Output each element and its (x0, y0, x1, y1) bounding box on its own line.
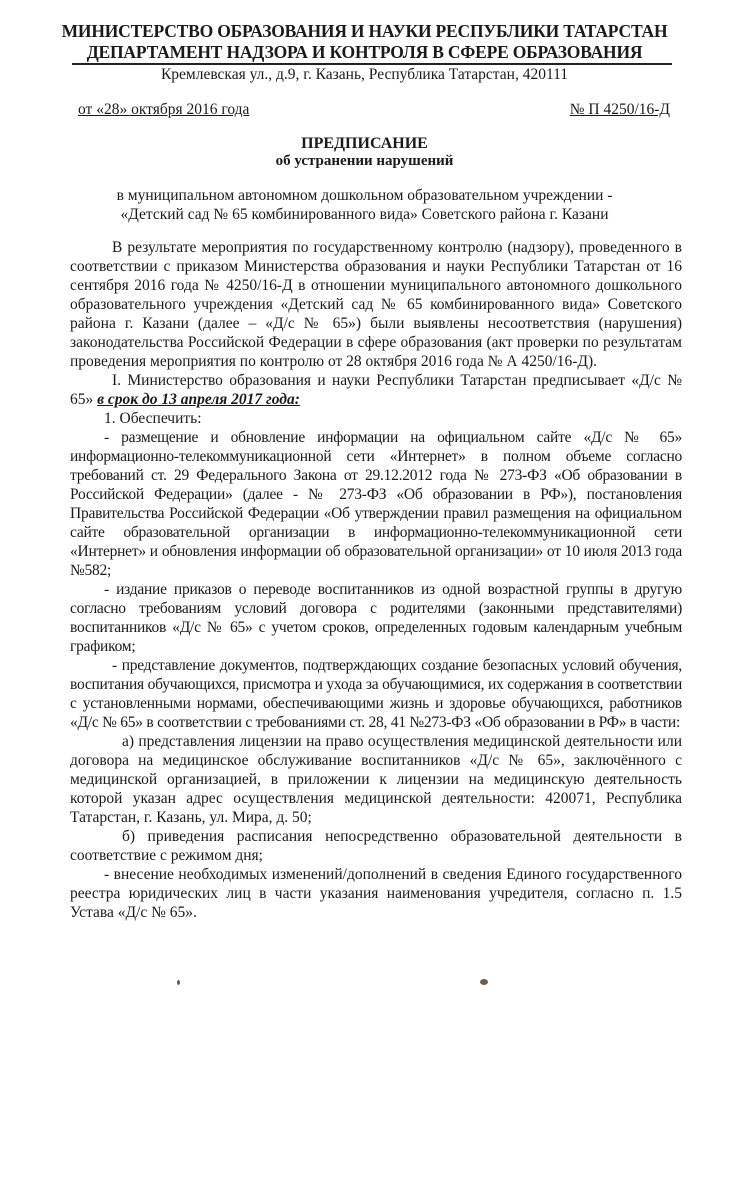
document-subtitle: об устранении нарушений (275, 153, 454, 169)
document-title: ПРЕДПИСАНИЕ (301, 135, 428, 152)
scan-speck (480, 979, 488, 985)
ministry-address: Кремлевская ул., д.9, г. Казань, Республика Татарстан, 420111 (160, 66, 569, 83)
bullet-website: - размещение и обновление информации на официальном сайте «Д/с № 65» информационно-телекоммуникационной сети «Интернет» в полном объеме согласно требований ст. 29 Федерального Закона от 29.12.2012 года № 273-ФЗ «Об образовании в Российской Федерации» (далее - № 273-ФЗ «Об образовании в РФ»), постановления Правительства Российской Федерации «Об утверждении правил размещения на официальном сайте образовательной организации в информационно-телекоммуникационной сети «Интернет» и обновления информации об образовательной организации» от 10 июля 2013 года №582; (70, 429, 682, 579)
subitem-a-license: а) представления лицензии на право осуществления медицинской деятельности или договора на медицинское обслуживание воспитанников «Д/с № 65», заключённого с медицинской организацией, в приложении к лицензии на медицинскую деятельность которой указан адрес осуществления медицинской деятельности: 420071, Республика Татарстан, г. Казань, ул. Мира, д. 50; (70, 733, 682, 826)
preamble-paragraph: В результате мероприятия по государственному контролю (надзору), проведенного в соответствии с приказом Министерства образования и науки Республики Татарстан от 16 сентября 2016 года № 4250/16-Д в отношении муниципального автономного дошкольного образовательного учреждения «Детский сад № 65 комбинированного вида» Советского района г. Казани (далее – «Д/с № 65») были выявлены несоответствия (нарушения) законодательства Российской Федерации в сфере образования (акт проверки по результатам проведения мероприятия по контролю от 28 октября 2016 года № А 4250/16-Д). (70, 239, 682, 370)
document-number: № П 4250/16-Д (569, 101, 670, 118)
order-text: I. Министерство образования и науки Республики Татарстан предписывает «Д/с № 65» (70, 372, 682, 408)
institution-line-1: в муниципальном автономном дошкольном образовательном учреждении - (116, 187, 613, 204)
header-divider (72, 63, 672, 65)
document-body (70, 238, 682, 922)
department-heading: ДЕПАРТАМЕНТ НАДЗОРА И КОНТРОЛЯ В СФЕРЕ ОБРАЗОВАНИЯ (86, 42, 643, 62)
document-date: от «28» октября 2016 года (78, 101, 250, 118)
item-1-heading: 1. Обеспечить: (104, 410, 202, 427)
bullet-egrul: - внесение необходимых изменений/дополнений в сведения Единого государственного реестра юридических лиц в части указания наименования учредителя, согласно п. 1.5 Устава «Д/с № 65». (70, 866, 682, 921)
ministry-heading: МИНИСТЕРСТВО ОБРАЗОВАНИЯ И НАУКИ РЕСПУБЛИКИ ТАТАРСТАН (61, 21, 668, 41)
institution-line-2: «Детский сад № 65 комбинированного вида» Советского района г. Казани (120, 206, 609, 223)
bullet-transfer-orders: - издание приказов о переводе воспитанников из одной возрастной группы в другую согласно требованиям условий договора с родителями (законными представителями) воспитанников «Д/с № 65» с учетом сроков, определенных годовым календарным учебным графиком; (70, 581, 682, 655)
deadline-text: в срок до 13 апреля 2017 года: (97, 391, 300, 408)
bullet-safety-documents: - представление документов, подтверждающих создание безопасных условий обучения, воспитания обучающихся, присмотра и ухода за обучающимися, их содержания в соответствии с установленными нормами, обеспечивающими жизнь и здоровье обучающихся, работников «Д/с № 65» в соответствии с требованиями ст. 28, 41 №273-ФЗ «Об образовании в РФ» в части: (70, 657, 682, 731)
order-paragraph (70, 371, 682, 409)
scan-speck (177, 980, 180, 985)
subitem-b-schedule: б) приведения расписания непосредственно образовательной деятельности в соответствие с режимом дня; (70, 828, 682, 864)
